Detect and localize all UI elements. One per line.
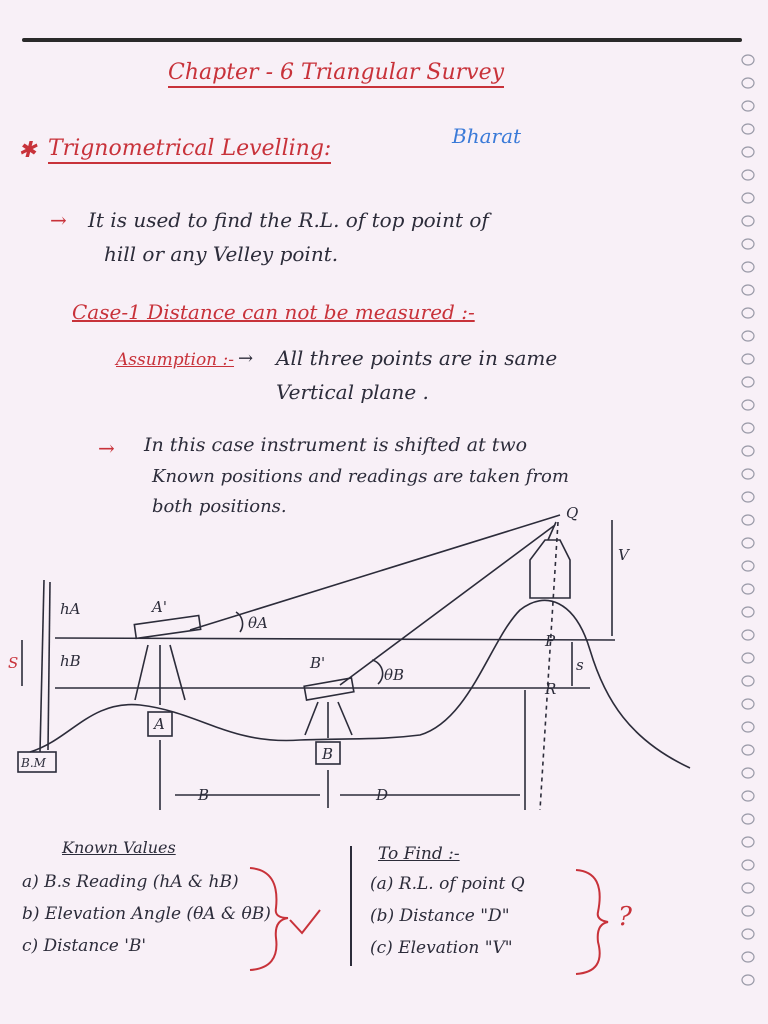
binding-hole — [742, 147, 754, 157]
point-2-line-3: both positions. — [152, 496, 287, 517]
binding-hole — [742, 676, 754, 686]
label-B-box: B — [322, 745, 334, 763]
binding-hole — [742, 469, 754, 479]
to-find-item-b: (b) Distance "D" — [370, 906, 510, 926]
arrow-icon: → — [98, 436, 115, 460]
dim-D: D — [376, 786, 389, 804]
binding-hole — [742, 791, 754, 801]
instrument-A — [134, 615, 200, 638]
binding-hole — [742, 814, 754, 824]
binding-hole — [742, 515, 754, 525]
label-B-prime: B' — [310, 654, 326, 672]
binding-hole — [742, 423, 754, 433]
binding-hole — [742, 124, 754, 134]
known-item-a: a) B.s Reading (hA & hB) — [22, 872, 239, 892]
label-hB: hB — [60, 652, 81, 670]
tower — [530, 540, 570, 598]
binding-hole — [742, 584, 754, 594]
binding-hole — [742, 722, 754, 732]
ground-profile — [30, 600, 690, 768]
binding-hole — [742, 377, 754, 387]
binding-hole — [742, 446, 754, 456]
point-1-line-1: It is used to find the R.L. of top point of — [88, 208, 489, 232]
page-title: Chapter - 6 Triangular Survey — [168, 60, 504, 88]
known-item-b: b) Elevation Angle (θA & θB) — [22, 904, 271, 924]
assumption-label: Assumption :- — [116, 350, 235, 370]
assumption-text-line-2: Vertical plane . — [276, 380, 429, 404]
label-P: P — [545, 632, 556, 650]
point-2-line-2: Known positions and readings are taken from — [152, 466, 569, 487]
sight-line-A — [190, 515, 560, 630]
binding-hole — [742, 538, 754, 548]
known-values-heading: Known Values — [62, 838, 176, 857]
to-find-brace — [566, 862, 616, 982]
label-A: A — [154, 715, 165, 733]
column-divider — [350, 846, 352, 966]
label-theta-B: θB — [384, 666, 405, 684]
binding-hole — [742, 55, 754, 65]
arrow-icon: → — [238, 348, 254, 369]
binding-hole — [742, 561, 754, 571]
known-item-c: c) Distance 'B' — [22, 936, 147, 956]
to-find-heading: To Find :- — [378, 844, 460, 864]
author-note: Bharat — [452, 124, 522, 148]
spiral-binding-holes — [698, 0, 768, 1024]
binding-hole — [742, 193, 754, 203]
binding-hole — [742, 308, 754, 318]
binding-hole — [742, 768, 754, 778]
assumption-text-line-1: All three points are in same — [276, 346, 558, 370]
binding-hole — [742, 354, 754, 364]
binding-hole — [742, 883, 754, 893]
binding-hole — [742, 101, 754, 111]
binding-hole — [742, 975, 754, 985]
instrument-B — [304, 678, 354, 700]
binding-hole — [742, 285, 754, 295]
to-find-item-a: (a) R.L. of point Q — [370, 874, 525, 894]
binding-hole — [742, 653, 754, 663]
binding-hole — [742, 906, 754, 916]
binding-hole — [742, 216, 754, 226]
binding-hole — [742, 239, 754, 249]
binding-hole — [742, 630, 754, 640]
to-find-item-c: (c) Elevation "V" — [370, 938, 513, 958]
label-Q: Q — [566, 504, 579, 522]
label-BM: B.M — [21, 756, 46, 770]
binding-hole — [742, 745, 754, 755]
case-heading: Case-1 Distance can not be measured :- — [72, 300, 475, 324]
binding-hole — [742, 607, 754, 617]
label-hA: hA — [60, 600, 81, 618]
label-s-right: s — [576, 656, 584, 674]
binding-hole — [742, 952, 754, 962]
levelling-staff — [40, 580, 44, 752]
known-values-brace — [240, 858, 340, 978]
binding-hole — [742, 837, 754, 847]
levelling-diagram — [0, 500, 700, 820]
binding-hole — [742, 860, 754, 870]
question-mark: ? — [618, 902, 632, 932]
binding-hole — [742, 331, 754, 341]
label-s-left: S — [8, 654, 19, 672]
star-icon: ✱ — [18, 138, 37, 163]
label-V: V — [618, 546, 629, 564]
binding-hole — [742, 699, 754, 709]
label-A-prime: A' — [152, 598, 167, 616]
dim-B: B — [198, 786, 210, 804]
label-theta-A: θA — [248, 614, 268, 632]
arrow-icon: → — [50, 208, 67, 232]
point-2-line-1: In this case instrument is shifted at two — [144, 434, 528, 456]
top-rule-line — [22, 38, 742, 42]
binding-hole — [742, 492, 754, 502]
sight-line-B — [340, 525, 555, 685]
binding-hole — [742, 170, 754, 180]
binding-hole — [742, 262, 754, 272]
binding-hole — [742, 929, 754, 939]
binding-hole — [742, 400, 754, 410]
section-title: Trignometrical Levelling: — [48, 136, 331, 164]
binding-hole — [742, 78, 754, 88]
label-R: R — [545, 680, 557, 698]
point-1-line-2: hill or any Velley point. — [104, 242, 339, 266]
